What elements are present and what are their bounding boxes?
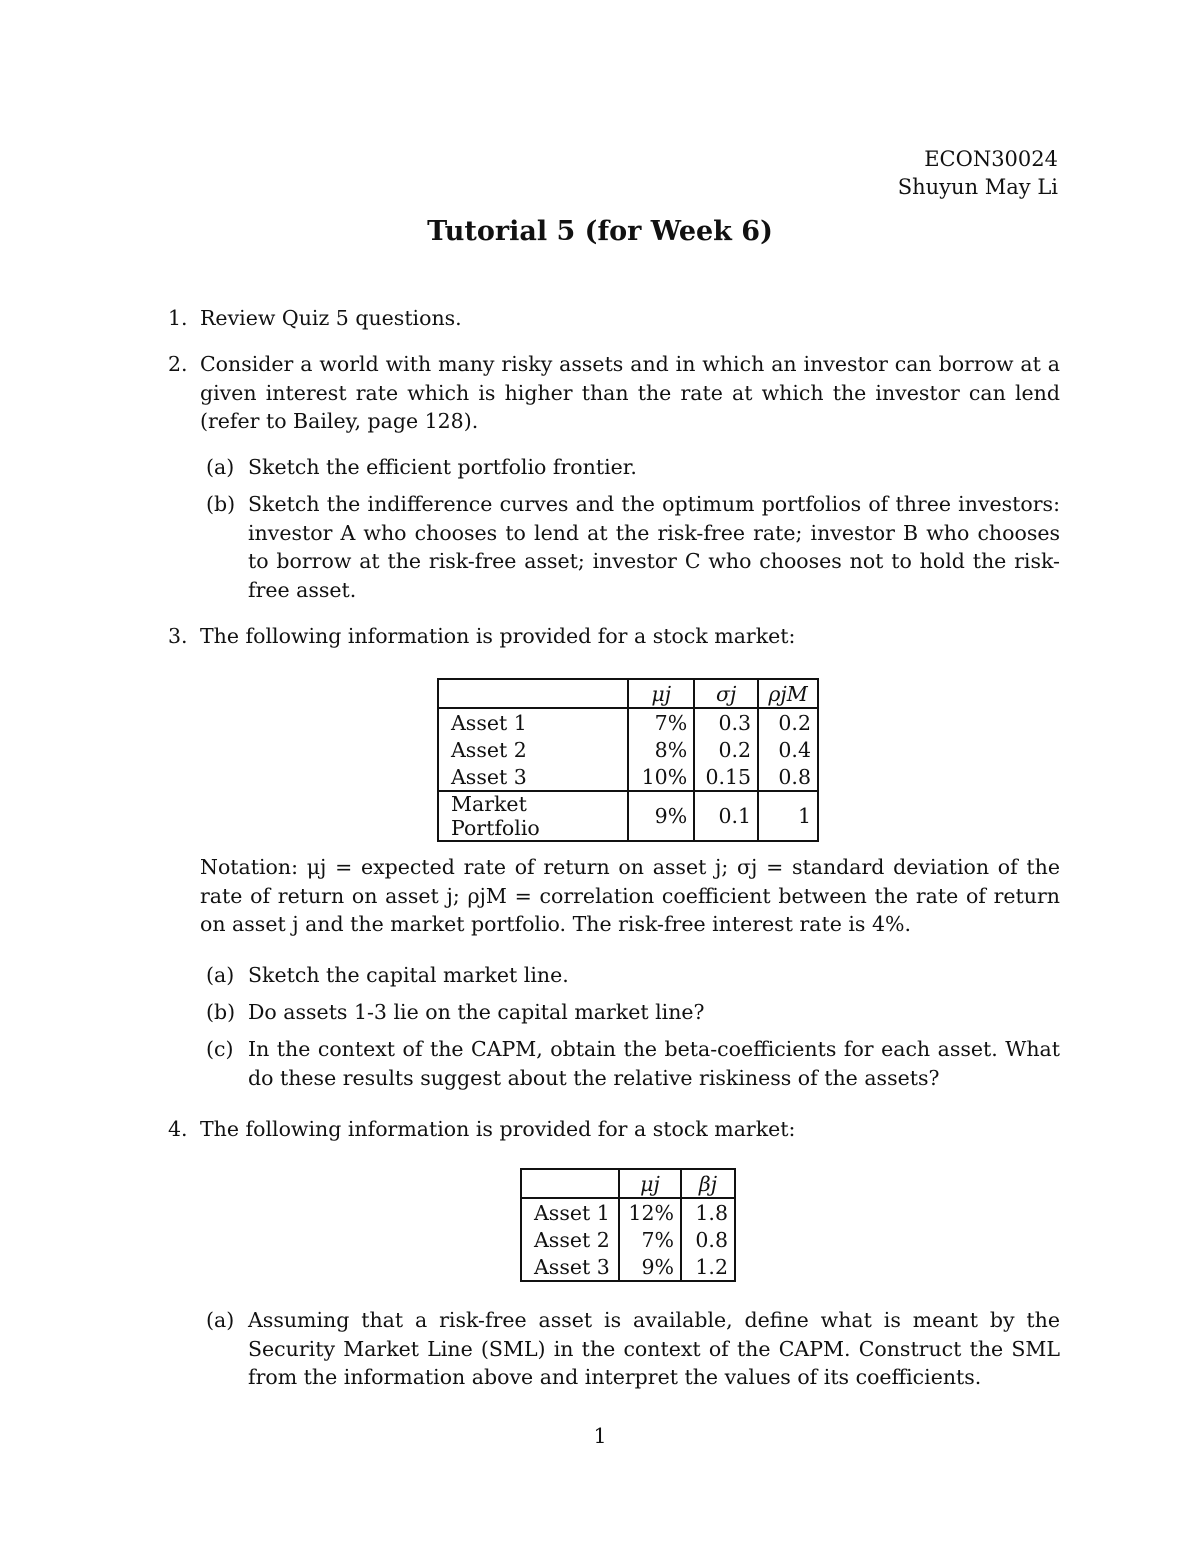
question-4	[168, 1115, 1060, 1144]
page-title: Tutorial 5 (for Week 6)	[427, 216, 773, 247]
subquestion-text: Sketch the capital market line.	[248, 963, 569, 987]
table-cell: 0.2	[758, 708, 818, 736]
table-row	[438, 791, 818, 841]
course-code: ECON30024	[924, 147, 1058, 171]
table-header-cell: βj	[681, 1169, 735, 1198]
question-number: 4.	[168, 1117, 188, 1141]
table-cell: 0.3	[694, 708, 758, 736]
table-cell: 0.1	[694, 791, 758, 841]
subquestion-label: (a)	[206, 455, 235, 479]
table-cell: Asset 2	[521, 1226, 619, 1253]
subquestion-label: (c)	[206, 1037, 234, 1061]
question-3c	[206, 1035, 1060, 1092]
asset-table-q4	[520, 1168, 736, 1282]
table-cell: 1.8	[681, 1198, 735, 1226]
table-row	[438, 736, 818, 763]
author-name: Shuyun May Li	[897, 175, 1058, 199]
table-cell: Asset 1	[438, 708, 628, 736]
question-text: Review Quiz 5 questions.	[200, 306, 462, 330]
table-header-row	[521, 1169, 735, 1198]
question-3a	[206, 961, 1060, 990]
subquestion-label: (a)	[206, 963, 235, 987]
table-header-cell: σj	[694, 679, 758, 708]
table-cell: 1	[758, 791, 818, 841]
table-row	[438, 763, 818, 791]
question-number: 2.	[168, 352, 188, 376]
question-3b	[206, 998, 1060, 1027]
table-row	[438, 708, 818, 736]
question-1	[168, 304, 1060, 333]
question-4a	[206, 1306, 1060, 1392]
table-cell: 0.4	[758, 736, 818, 763]
subquestion-text: Sketch the efficient portfolio frontier.	[248, 455, 637, 479]
table-cell: 12%	[619, 1198, 681, 1226]
question-2a	[206, 453, 1060, 482]
subquestion-text: Assuming that a risk-free asset is available, define what is meant by the Security Market Line (SML) in the context of the CAPM. Construct the SML from the information above and interpret the values of its coefficients.	[248, 1308, 1060, 1389]
question-text: Consider a world with many risky assets and in which an investor can borrow at a given interest rate which is higher than the rate at which the investor can lend (refer to Bailey, page 128).	[200, 352, 1060, 433]
asset-table-q3	[437, 678, 819, 842]
page-number: 1	[593, 1424, 607, 1448]
question-text: The following information is provided for a stock market:	[200, 624, 796, 648]
table-cell: 9%	[619, 1253, 681, 1281]
table-row	[521, 1226, 735, 1253]
subquestion-text: In the context of the CAPM, obtain the beta-coefficients for each asset. What do these results suggest about the relative riskiness of the assets?	[248, 1037, 1060, 1090]
subquestion-text: Do assets 1-3 lie on the capital market line?	[248, 1000, 705, 1024]
table-cell: 1.2	[681, 1253, 735, 1281]
question-2	[168, 350, 1060, 436]
table-header-cell: ρjM	[758, 679, 818, 708]
table-cell: 7%	[619, 1226, 681, 1253]
table-row	[521, 1253, 735, 1281]
subquestion-text: Sketch the indifference curves and the optimum portfolios of three investors: investor A who chooses to lend at the risk-free rate; investor B who chooses to borrow at the risk-free asset; investor C who chooses not to hold the risk-free asset.	[248, 492, 1060, 602]
table-cell: 0.8	[681, 1226, 735, 1253]
table-header-cell: μj	[619, 1169, 681, 1198]
table-cell: 0.15	[694, 763, 758, 791]
question-2b	[206, 490, 1060, 604]
question-number: 3.	[168, 624, 188, 648]
question-3	[168, 622, 1060, 651]
table-row	[521, 1198, 735, 1226]
subquestion-label: (b)	[206, 492, 236, 516]
table-cell: 0.2	[694, 736, 758, 763]
table-header-row	[438, 679, 818, 708]
table-cell: Asset 1	[521, 1198, 619, 1226]
table-cell: 0.8	[758, 763, 818, 791]
table-cell: Asset 2	[438, 736, 628, 763]
notation-paragraph: Notation: μj = expected rate of return on asset j; σj = standard deviation of the rate of return on asset j; ρjM = correlation coefficient between the rate of return on asset j and the market portfolio. The risk-free interest rate is 4%.	[200, 855, 1060, 936]
page-header	[898, 145, 1058, 201]
table-cell: Market Portfolio	[438, 791, 628, 841]
table-cell: Asset 3	[521, 1253, 619, 1281]
table-header-cell	[521, 1169, 619, 1198]
table-cell: 10%	[628, 763, 694, 791]
table-cell: Asset 3	[438, 763, 628, 791]
table-header-cell	[438, 679, 628, 708]
question-text: The following information is provided for a stock market:	[200, 1117, 796, 1141]
table-cell: 7%	[628, 708, 694, 736]
table-cell: 9%	[628, 791, 694, 841]
question-number: 1.	[168, 306, 188, 330]
subquestion-label: (a)	[206, 1308, 235, 1332]
subquestion-label: (b)	[206, 1000, 236, 1024]
table-cell: 8%	[628, 736, 694, 763]
table-header-cell: μj	[628, 679, 694, 708]
